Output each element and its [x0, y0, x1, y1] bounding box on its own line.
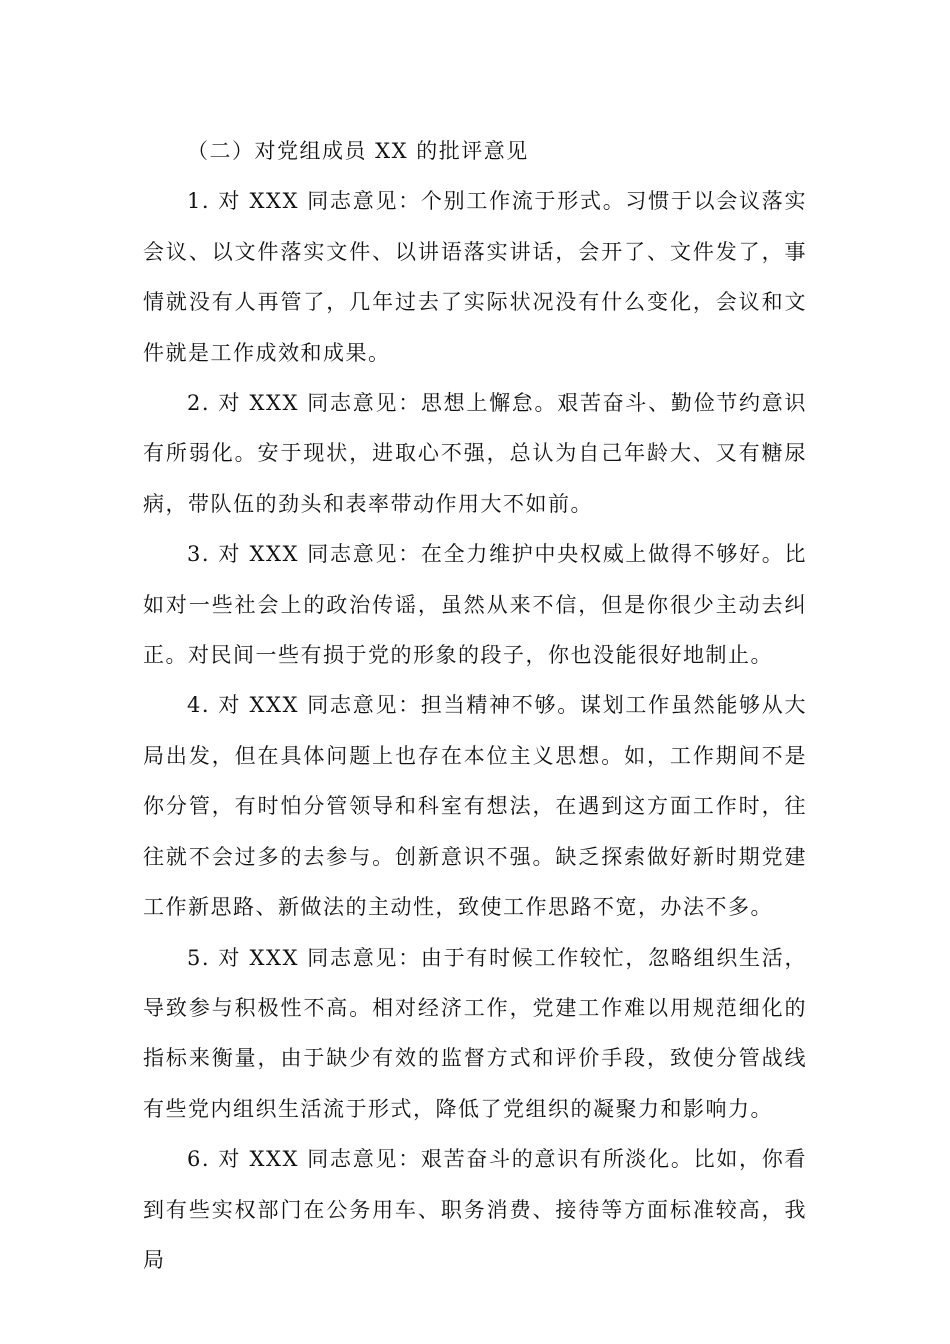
- section-heading: （二）对党组成员 XX 的批评意见: [187, 139, 529, 163]
- paragraph-2: 2. 对 XXX 同志意见：思想上懈怠。艰苦奋斗、勤俭节约意识有所弱化。安于现状，进取心不强，总认为自己年龄大、又有糖尿病，带队伍的劲头和表率带动作用大不如前。: [143, 391, 807, 516]
- paragraph-3: 3. 对 XXX 同志意见：在全力维护中央权威上做得不够好。比如对一些社会上的政治传谣，虽然从来不信，但是你很少主动去纠正。对民间一些有损于党的形象的段子，你也没能很好地制止。: [143, 542, 807, 668]
- paragraph-4: 4. 对 XXX 同志意见：担当精神不够。谋划工作虽然能够从大局出发，但在具体问题上也存在本位主义思想。如，工作期间不是你分管，有时怕分管领导和科室有想法，在遇到这方面工作时，往往就不会过多的去参与。创新意识不强。缺乏探索做好新时期党建工作新思路、新做法的主动性，致使工作思路不宽，办法不多。: [143, 693, 807, 920]
- paragraph-6: 6. 对 XXX 同志意见：艰苦奋斗的意识有所淡化。比如，你看到有些实权部门在公务用车、职务消费、接待等方面标准较高，我局: [143, 1147, 807, 1272]
- paragraph-5: 5. 对 XXX 同志意见：由于有时候工作较忙，忽略组织生活，导致参与积极性不高。相对经济工作，党建工作难以用规范细化的指标来衡量，由于缺少有效的监督方式和评价手段，致使分管战线有些党内组织生活流于形式，降低了党组织的凝聚力和影响力。: [143, 945, 807, 1121]
- document-body: [143, 126, 807, 1285]
- paragraph-1: 1. 对 XXX 同志意见：个别工作流于形式。习惯于以会议落实会议、以文件落实文件、以讲语落实讲话，会开了、文件发了，事情就没有人再管了，几年过去了实际状况没有什么变化，会议和文件就是工作成效和成果。: [143, 189, 807, 365]
